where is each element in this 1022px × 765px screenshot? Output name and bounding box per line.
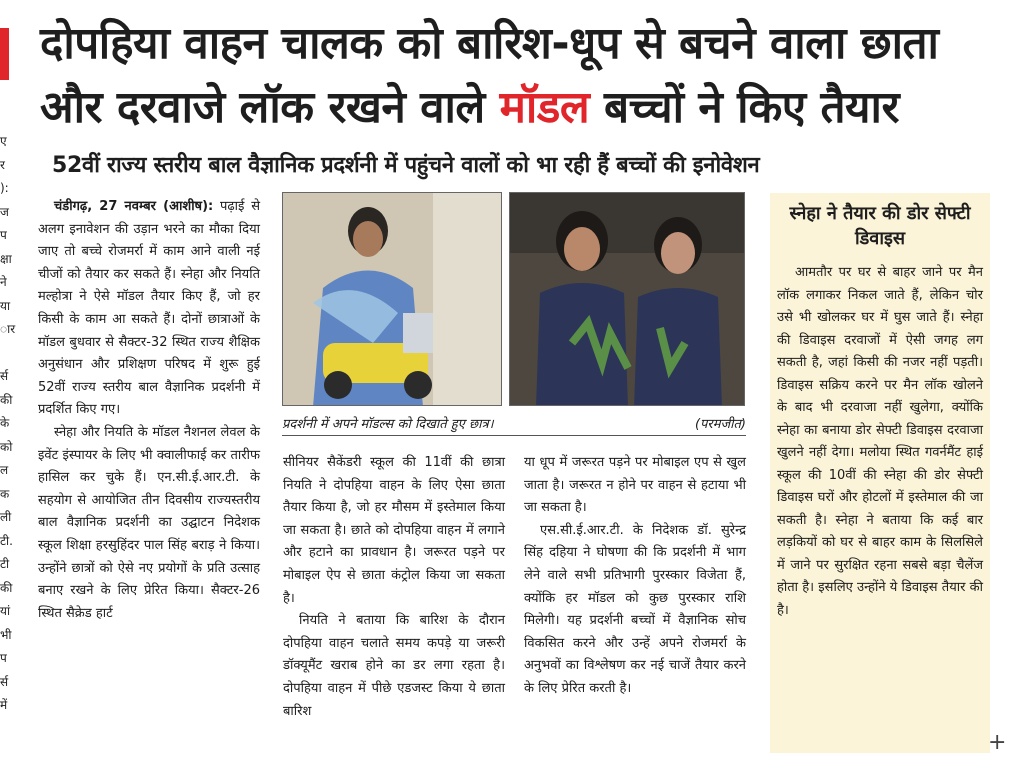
article-paragraph: नियति ने बताया कि बारिश के दौरान दोपहिया वाहन चलाते समय कपड़े या जरूरी डॉक्यूमैंट खराब होने का डर लगा रहता है। दोपहिया वाहन में पीछे एडजस्ट किया ये छाता बारिश: [283, 613, 505, 719]
photo-illustration: [510, 193, 745, 406]
adjacent-article-fragment: [0, 130, 22, 730]
fragment-line: र्स: [0, 674, 9, 689]
caption-text: प्रदर्शनी में अपने मॉडल्स को दिखाते हुए छात्र।: [282, 417, 494, 432]
fragment-line: ए: [0, 134, 7, 148]
article-column-2: [283, 452, 505, 723]
fragment-line: ने: [0, 275, 7, 289]
fragment-line: ार: [0, 322, 16, 336]
subheadline: 52वीं राज्य स्तरीय बाल वैज्ञानिक प्रदर्शनी में पहुंचने वालों को भा रही हैं बच्चों की इनोवेशन: [52, 153, 760, 178]
sidebar-body: आमतौर पर घर से बाहर जाने पर मैन लॉक लगाकर निकल जाते हैं, लेकिन चोर उसे भी खोलकर घर में घुस जाते हैं। स्नेहा की डिवाइस दरवाजों में ऐसी जगह लग सकती है, जहां किसी की नजर नहीं पड़ती। डिवाइस सक्रिय करने पर मैन लॉक खोलने के बाद भी दरवाजा नहीं खुलेगा, क्योंकि स्नेहा का बनाया डोर सेफ्टी डिवाइस दरवाजा खुलने नहीं देगा। मलोया स्थित गवर्नमैंट हाई स्कूल की 10वीं की स्नेहा की डोर सेफ्टी डिवाइस घरों और होटलों में इस्तेमाल की जा सकती है। स्नेहा ने बताया कि कई बार लड़कियों को घर से बाहर काम के सिलसिले में जाने पर सुरक्षित रहना सबसे बड़ा चैलेंज होता है। इसलिए उन्होंने ये डिवाइस तैयार की है।: [777, 265, 983, 618]
paragraph-text: पढ़ाई से अलग इनावेशन की उड़ान भरने का मौका दिया जाए तो बच्चे रोजमर्रा में काम आने वाली नई चीजों को तैयार कर सकते हैं। स्नेहा और नियति मल्होत्रा ने ऐसे मॉडल तैयार किए हैं, जो हर किसी के काम आ सकते हैं। दोनों छात्राओं के मॉडल बुधवार से सैक्टर-32 स्थित राज्य शैक्षिक अनुसंधान और प्रशिक्षण परिषद में शुरू हुई 52वीं राज्य स्तरीय बाल वैज्ञानिक प्रदर्शनी में प्रदर्शित किए गए।: [38, 199, 260, 418]
fragment-line: में: [0, 698, 8, 712]
fragment-line: र्स: [0, 369, 9, 383]
headline-line-1: दोपहिया वाहन चालक को बारिश-धूप से बचने वाला छाता: [40, 18, 939, 69]
fragment-line: या: [0, 298, 11, 313]
fragment-line: ल: [0, 463, 9, 477]
article-paragraph: स्नेहा और नियति के मॉडल नैशनल लेवल के इवेंट इंस्पायर के लिए भी क्वालीफाई कर तारीफ हासिल कर चुके हैं। एन.सी.ई.आर.टी. के सहयोग से आयोजित तीन दिवसीय राज्यस्तरीय बाल वैज्ञानिक प्रदर्शनी का उद्घाटन निदेशक स्कूल शिक्षा हरसुहिंदर पाल सिंह बराड़ ने किया। उन्होंने छात्रों को ऐसे नए प्रयोगों के प्रति उत्साह बनाए रखने के लिए प्रेरित किया। सैक्टर-26 स्थित सैक्रेड हार्ट: [38, 424, 260, 621]
fragment-line: भी: [0, 627, 12, 642]
dateline: चंडीगढ़, 27 नवम्बर (आशीष):: [54, 199, 214, 214]
fragment-line: यां: [0, 604, 11, 618]
article-column-1: [38, 196, 260, 625]
plus-icon: +: [988, 730, 1007, 755]
fragment-line: प: [0, 228, 7, 242]
fragment-line: ):: [0, 181, 9, 195]
headline-line-2-start: और दरवाजे लॉक रखने वाले: [40, 82, 500, 133]
headline-highlight: मॉडल: [499, 82, 590, 133]
fragment-line: ली: [0, 510, 12, 524]
fragment-line: क्षा: [0, 251, 12, 266]
article-paragraph: [38, 196, 260, 422]
headline-line-2: [40, 82, 899, 134]
fragment-line: प: [0, 651, 7, 665]
headline-line-2-end: बच्चों ने किए तैयार: [589, 82, 899, 133]
article-column-3: [524, 452, 746, 701]
fragment-line: र: [0, 157, 5, 172]
photo-credit: (परमजीत): [694, 417, 746, 432]
fragment-line: टी: [0, 557, 10, 571]
photo-girl-with-umbrella-model: [282, 192, 502, 406]
article-paragraph: या धूप में जरूरत पड़ने पर मोबाइल एप से खुल जाता है। जरूरत न होने पर वाहन से हटाया भी जा सकता है।: [524, 455, 746, 516]
red-accent-bar: [0, 28, 9, 80]
fragment-line: के: [0, 416, 10, 430]
fragment-line: क: [0, 486, 10, 501]
photo-caption: [282, 414, 746, 436]
fragment-line: को: [0, 439, 13, 454]
sidebar-title: स्नेहा ने तैयार की डोर सेफ्टी डिवाइस: [789, 203, 971, 249]
fragment-line: की: [0, 580, 13, 595]
article-paragraph: एस.सी.ई.आर.टी. के निदेशक डॉ. सुरेन्द्र सिंह दहिया ने घोषणा की कि प्रदर्शनी में भाग लेने वाले सभी प्रतिभागी पुरस्कार विजेता हैं, क्योंकि हर मॉडल को कुछ पुरस्कार राशि मिलेगी। यह प्रदर्शनी बच्चों में वैज्ञानिक सोच विकसित करने और उन्हें अपने रोजमर्रा के अनुभवों का विश्लेषण कर नई चाजें तैयार करने के लिए प्रेरित करती है।: [524, 522, 746, 696]
photo-illustration: [283, 193, 502, 406]
fragment-line: टी.: [0, 533, 13, 548]
fragment-line: ज: [0, 204, 9, 219]
fragment-line: की: [0, 392, 13, 407]
photo-two-students-with-model: [509, 192, 745, 406]
fragment-line: [0, 342, 22, 366]
article-paragraph: सीनियर सैकेंडरी स्कूल की 11वीं की छात्रा नियति ने दोपहिया वाहन के लिए ऐसा छाता तैयार किया है, जो हर मौसम में इस्तेमाल किया जा सकता है। छाते को दोपहिया वाहन में लगाने और हटाने का प्रावधान है। जरूरत पड़ने पर मोबाइल ऐप से छाता कंट्रोल किया जा सकता है।: [283, 455, 505, 606]
